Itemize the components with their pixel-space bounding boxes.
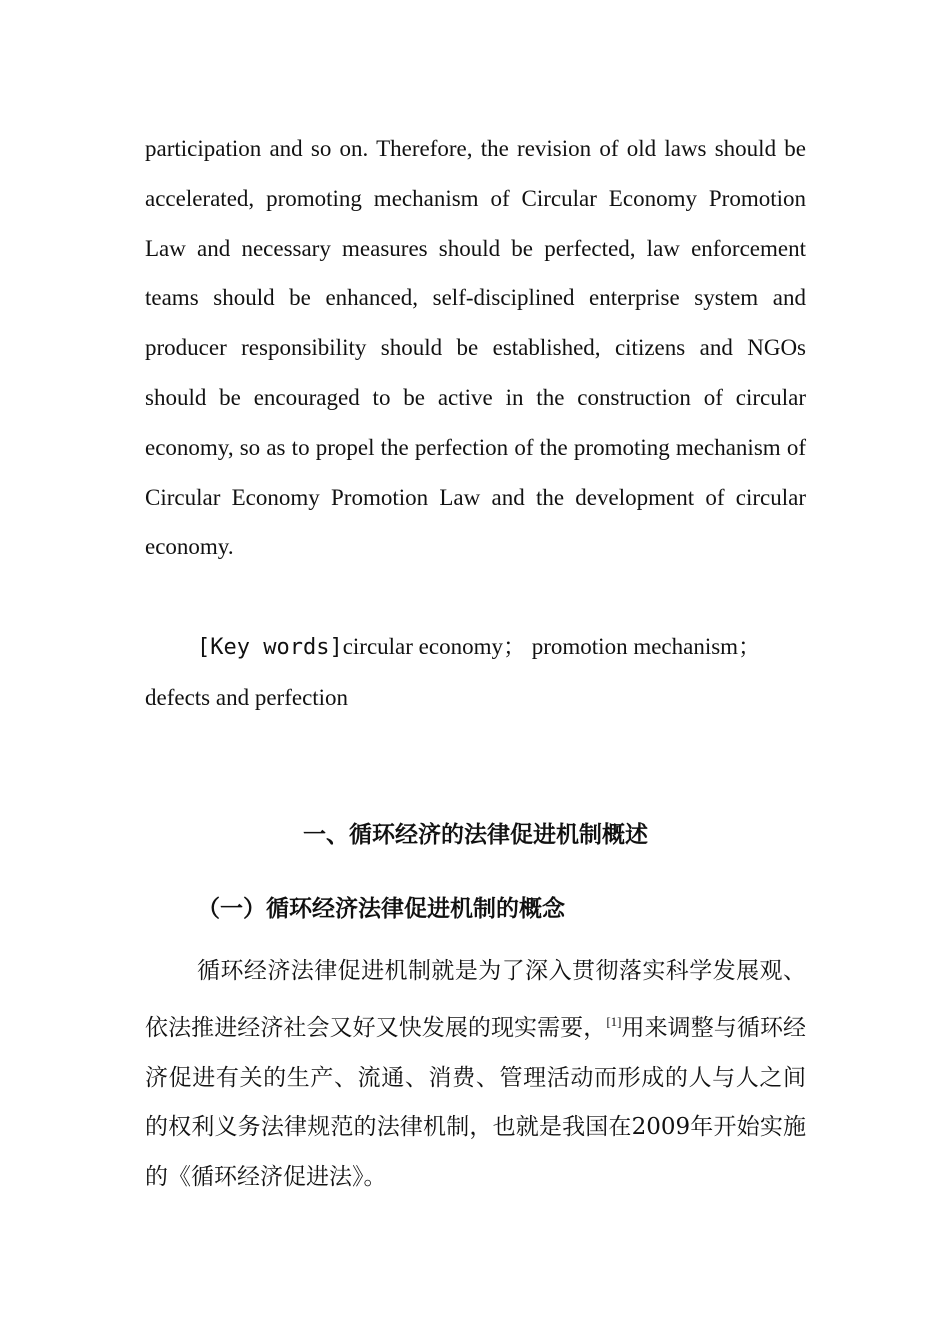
- abstract-paragraph: participation and so on. Therefore, the revision of old laws should be accelerated, promoting mechanism of Circular Economy Promotion Law and necessary measures should be perfected, law enforcement teams should be enhanced, self-disciplined enterprise system and producer responsibility should be established, citizens and NGOs should be encouraged to be active in the construction of circular economy, so as to propel the perfection of the promoting mechanism of Circular Economy Promotion Law and the development of circular economy.: [145, 136, 806, 560]
- body-text-part2: 用来调整与循环经济促进有关的生产、流通、消费、管理活动而形成的人与人之间的权利义务法律规范的法律机制，也就是我国在2009年开始实施的《循环经济促进法》。: [145, 1014, 807, 1191]
- citation-marker: [1]: [606, 1013, 622, 1029]
- body-text-part1: 循环经济法律促进机制就是为了深入贯彻落实科学发展观、依法推进经济社会又好又快发展的现实需要，: [145, 958, 806, 1041]
- subsection-heading: （一）循环经济法律促进机制的概念: [197, 896, 565, 922]
- section-heading: 一、循环经济的法律促进机制概述: [303, 822, 648, 848]
- keywords-label: [Key words]: [197, 635, 343, 660]
- body-paragraph: [145, 947, 806, 1203]
- keywords-text: circular economy； promotion mechanism； defects and perfection: [145, 634, 762, 710]
- keywords-paragraph: [145, 622, 806, 723]
